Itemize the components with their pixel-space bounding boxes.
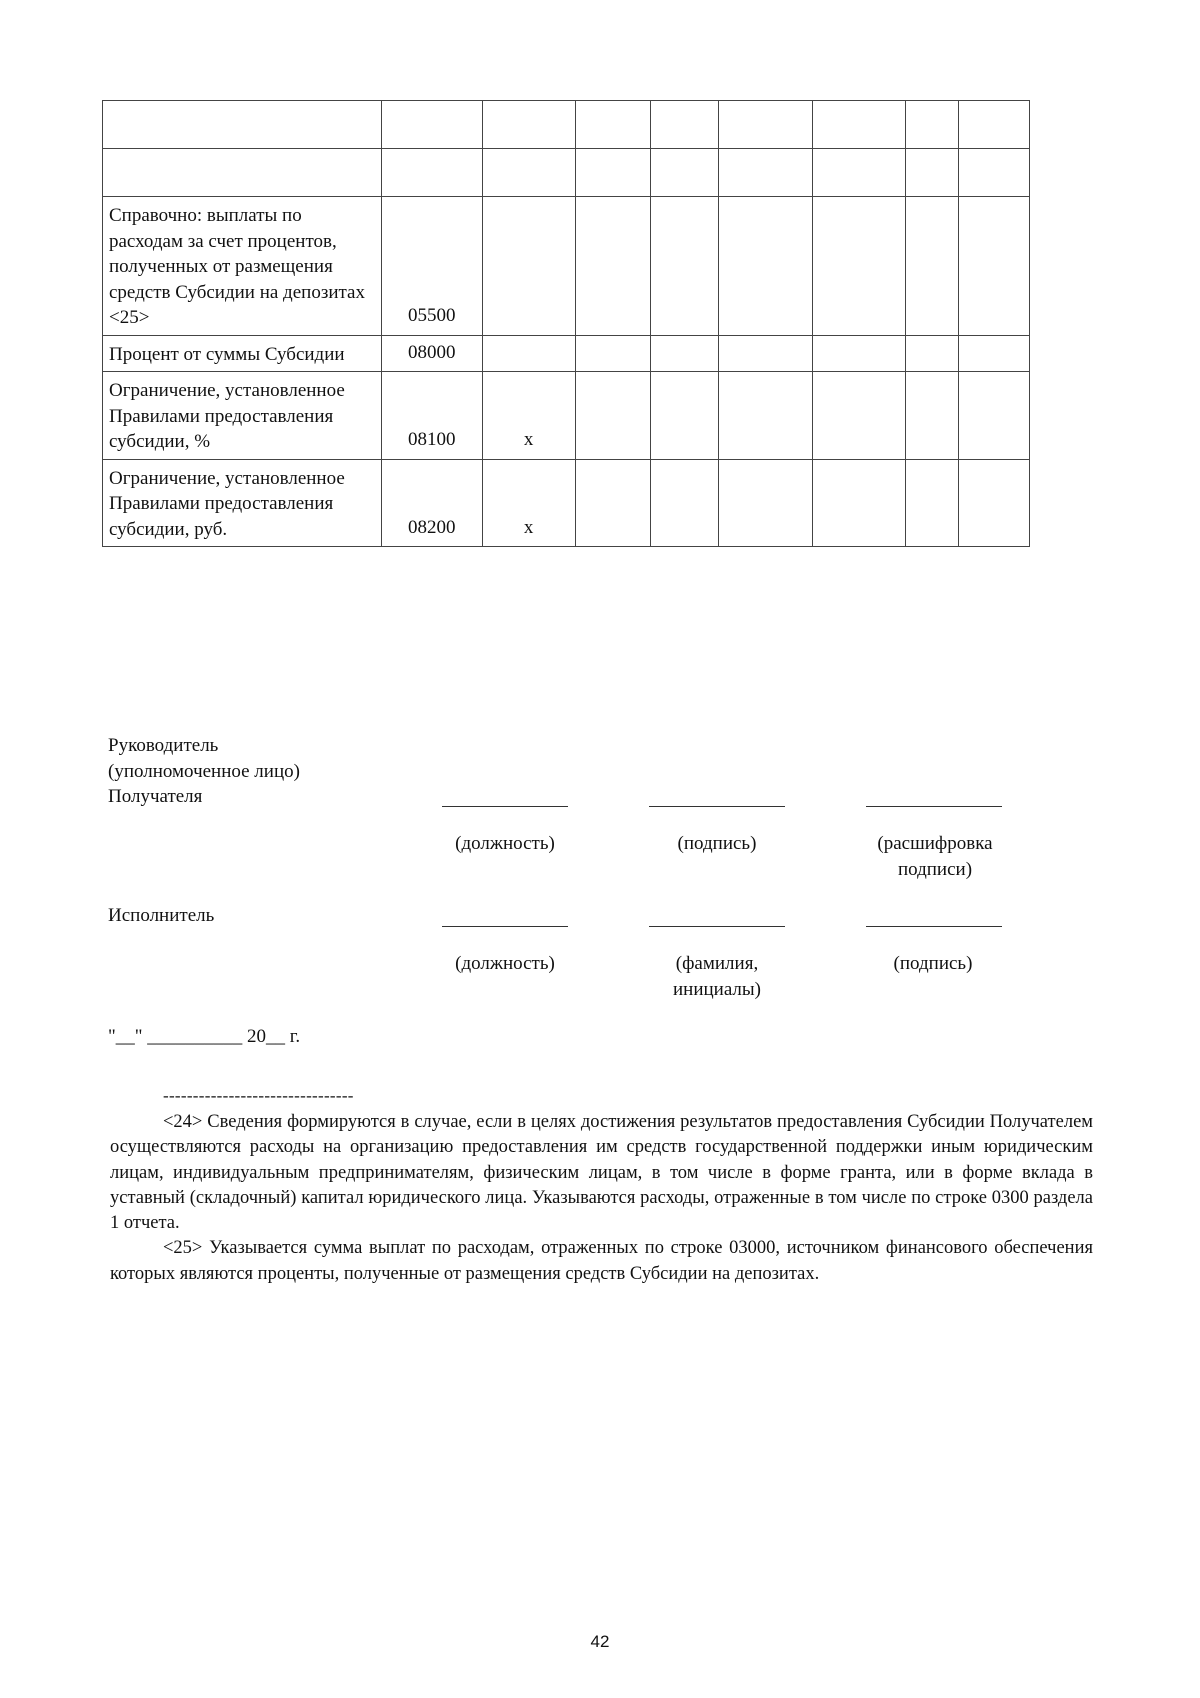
signature-caption: (подпись) bbox=[893, 953, 973, 974]
table-cell bbox=[482, 335, 575, 372]
table-cell bbox=[719, 197, 813, 336]
position-line bbox=[442, 926, 568, 927]
table-cell bbox=[959, 101, 1030, 149]
table-cell bbox=[719, 101, 813, 149]
table-cell bbox=[650, 197, 719, 336]
executor-label: Исполнитель bbox=[108, 905, 215, 926]
table-cell bbox=[575, 149, 650, 197]
row-label bbox=[103, 149, 382, 197]
name-caption: (фамилия, инициалы) bbox=[672, 953, 761, 1000]
table-cell bbox=[959, 372, 1030, 460]
row-label: Ограничение, установленное Правилами предоставления субсидии, % bbox=[103, 372, 382, 460]
row-label: Ограничение, установленное Правилами предоставления субсидии, руб. bbox=[103, 459, 382, 547]
head-signatory-label: Руководитель (уполномоченное лицо) Получателя bbox=[108, 735, 300, 807]
footnote-25: <25> Указывается сумма выплат по расходам, отраженных по строке 03000, источником финансового обеспечения которых являются проценты, полученные от размещения средств Субсидии на депозитах. bbox=[110, 1238, 1093, 1284]
table-cell bbox=[813, 197, 906, 336]
row-code: 08200 bbox=[381, 459, 482, 547]
table-cell bbox=[650, 101, 719, 149]
table-row bbox=[103, 459, 1030, 547]
table-cell bbox=[719, 459, 813, 547]
signature-line bbox=[866, 926, 1002, 927]
table-cell bbox=[482, 101, 575, 149]
report-table bbox=[102, 100, 1030, 547]
table-cell bbox=[906, 149, 959, 197]
page-number: 42 bbox=[590, 1632, 610, 1651]
signature-decoding-line bbox=[866, 806, 1002, 807]
row-label: Процент от суммы Субсидии bbox=[103, 335, 382, 372]
table-cell bbox=[959, 335, 1030, 372]
table-cell bbox=[813, 101, 906, 149]
table-cell bbox=[906, 372, 959, 460]
table-row bbox=[103, 101, 1030, 149]
row-label bbox=[103, 101, 382, 149]
row-label: Справочно: выплаты по расходам за счет процентов, полученных от размещения средств Субсидии на депозитах <25> bbox=[103, 197, 382, 336]
table-cell bbox=[959, 459, 1030, 547]
table-row bbox=[103, 197, 1030, 336]
table-cell bbox=[650, 372, 719, 460]
table-cell: x bbox=[482, 372, 575, 460]
table-cell bbox=[813, 149, 906, 197]
signature-line bbox=[649, 806, 785, 807]
table-row bbox=[103, 149, 1030, 197]
table-row bbox=[103, 372, 1030, 460]
row-code: 05500 bbox=[381, 197, 482, 336]
table-cell bbox=[813, 335, 906, 372]
position-caption: (должность) bbox=[455, 953, 555, 974]
table-cell bbox=[650, 335, 719, 372]
footnotes bbox=[110, 1110, 1093, 1287]
table-cell bbox=[575, 197, 650, 336]
table-cell bbox=[813, 459, 906, 547]
table-row bbox=[103, 335, 1030, 372]
row-code bbox=[381, 149, 482, 197]
table-cell bbox=[575, 372, 650, 460]
table-cell bbox=[650, 149, 719, 197]
date-line: "__" __________ 20__ г. bbox=[108, 1026, 301, 1047]
table-cell bbox=[575, 459, 650, 547]
row-code bbox=[381, 101, 482, 149]
row-code: 08000 bbox=[381, 335, 482, 372]
table-cell bbox=[719, 149, 813, 197]
table-cell bbox=[906, 335, 959, 372]
table-cell: x bbox=[482, 459, 575, 547]
position-caption: (должность) bbox=[455, 833, 555, 854]
table-cell bbox=[906, 197, 959, 336]
footnote-separator: -------------------------------- bbox=[163, 1086, 354, 1105]
table-cell bbox=[813, 372, 906, 460]
table-cell bbox=[482, 149, 575, 197]
table-cell bbox=[482, 197, 575, 336]
table-cell bbox=[575, 335, 650, 372]
signature-caption: (подпись) bbox=[677, 833, 757, 854]
table-cell bbox=[650, 459, 719, 547]
table-cell bbox=[719, 372, 813, 460]
table-cell bbox=[575, 101, 650, 149]
row-code: 08100 bbox=[381, 372, 482, 460]
footnote-24: <24> Сведения формируются в случае, если в целях достижения результатов предоставления Субсидии Получателем осуществляются расходы на организацию предоставления им средств государственной поддержки иным юридическим лицам, индивидуальным предпринимателям, физическим лицам, в том числе в форме гранта, или в форме вклада в уставный (складочный) капитал юридического лица. Указываются расходы, отраженные в том числе по строке 0300 раздела 1 отчета. bbox=[110, 1112, 1093, 1234]
table-cell bbox=[719, 335, 813, 372]
table-cell bbox=[959, 197, 1030, 336]
position-line bbox=[442, 806, 568, 807]
table-cell bbox=[906, 101, 959, 149]
table-cell bbox=[906, 459, 959, 547]
signature-decoding-caption: (расшифровка подписи) bbox=[877, 833, 993, 880]
table-cell bbox=[959, 149, 1030, 197]
name-line bbox=[649, 926, 785, 927]
